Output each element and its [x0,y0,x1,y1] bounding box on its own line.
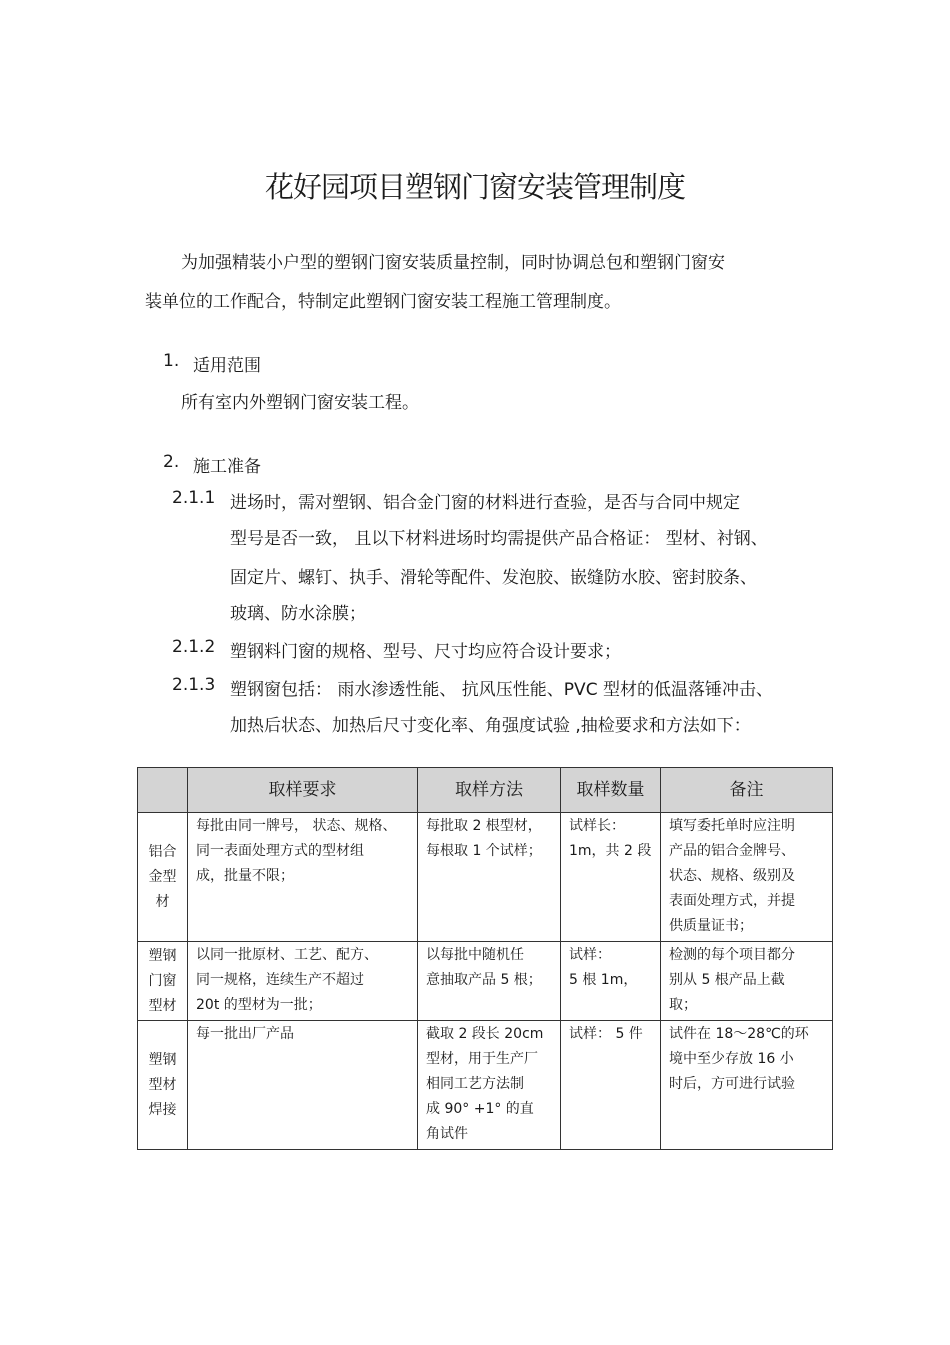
item-2-1-2-number: 2.1.2 [172,637,216,657]
table-row [138,1021,833,1150]
row-note: 检测的每个项目都分 别从 5 根产品上截 取； [661,942,833,1021]
row-material-name: 塑钢 门窗 型材 [138,942,188,1021]
item-2-1-1-number: 2.1.1 [172,488,216,508]
section-2-number: 2. [163,452,180,472]
document-title: 花好园项目塑钢门窗安装管理制度 [264,170,685,204]
table-header-note: 备注 [661,768,833,813]
table-header-quantity: 取样数量 [561,768,661,813]
table-header-row [138,768,833,813]
row-note: 试件在 18～28℃的环 境中至少存放 16 小 时后，方可进行试验 [661,1021,833,1150]
item-2-1-1-line: 玻璃、防水涂膜； [230,604,366,624]
item-2-1-3-number: 2.1.3 [172,675,216,695]
item-2-1-2-line: 塑钢料门窗的规格、型号、尺寸均应符合设计要求； [230,642,621,662]
row-quantity: 试样： 5 件 [561,1021,661,1150]
item-2-1-1-line: 固定片、螺钉、执手、滑轮等配件、发泡胶、嵌缝防水胶、密封胶条、 [230,568,757,588]
sampling-table [137,767,832,1150]
section-1-heading: 适用范围 [193,356,261,376]
row-material-name: 铝合 金型 材 [138,813,188,942]
item-2-1-3-line: 加热后状态、加热后尺寸变化率、角强度试验 ,抽检要求和方法如下： [230,716,751,736]
row-method: 以每批中随机任 意抽取产品 5 根； [418,942,561,1021]
table-header-method: 取样方法 [418,768,561,813]
table-row [138,813,833,942]
section-2-heading: 施工准备 [193,457,261,477]
row-material-name: 塑钢 型材 焊接 [138,1021,188,1150]
section-1-number: 1. [163,351,180,371]
intro-line-2: 装单位的工作配合，特制定此塑钢门窗安装工程施工管理制度。 [145,292,621,312]
row-method: 截取 2 段长 20cm 型材，用于生产厂 相同工艺方法制 成 90° +1° 的直 角试件 [418,1021,561,1150]
table-row [138,942,833,1021]
item-2-1-1-line: 型号是否一致， 且以下材料进场时均需提供产品合格证： 型材、衬钢、 [230,529,768,549]
intro-line-1: 为加强精装小户型的塑钢门窗安装质量控制，同时协调总包和塑钢门窗安 [181,253,725,273]
table-header-requirement: 取样要求 [188,768,418,813]
row-quantity: 试样： 5 根 1m， [561,942,661,1021]
row-requirement: 以同一批原材、工艺、配方、 同一规格，连续生产不超过 20t 的型材为一批； [188,942,418,1021]
row-quantity: 试样长： 1m，共 2 段 [561,813,661,942]
row-note: 填写委托单时应注明 产品的铝合金牌号、 状态、规格、级别及 表面处理方式，并提 供质量证书； [661,813,833,942]
row-method: 每批取 2 根型材， 每根取 1 个试样； [418,813,561,942]
section-1-text: 所有室内外塑钢门窗安装工程。 [181,393,419,413]
table-header-blank [138,768,188,813]
row-requirement: 每一批出厂产品 [188,1021,418,1150]
item-2-1-1-line: 进场时，需对塑钢、铝合金门窗的材料进行查验，是否与合同中规定 [230,493,740,513]
item-2-1-3-line: 塑钢窗包括： 雨水渗透性能、 抗风压性能、PVC 型材的低温落锤冲击、 [230,680,773,700]
row-requirement: 每批由同一牌号， 状态、规格、 同一表面处理方式的型材组 成，批量不限； [188,813,418,942]
